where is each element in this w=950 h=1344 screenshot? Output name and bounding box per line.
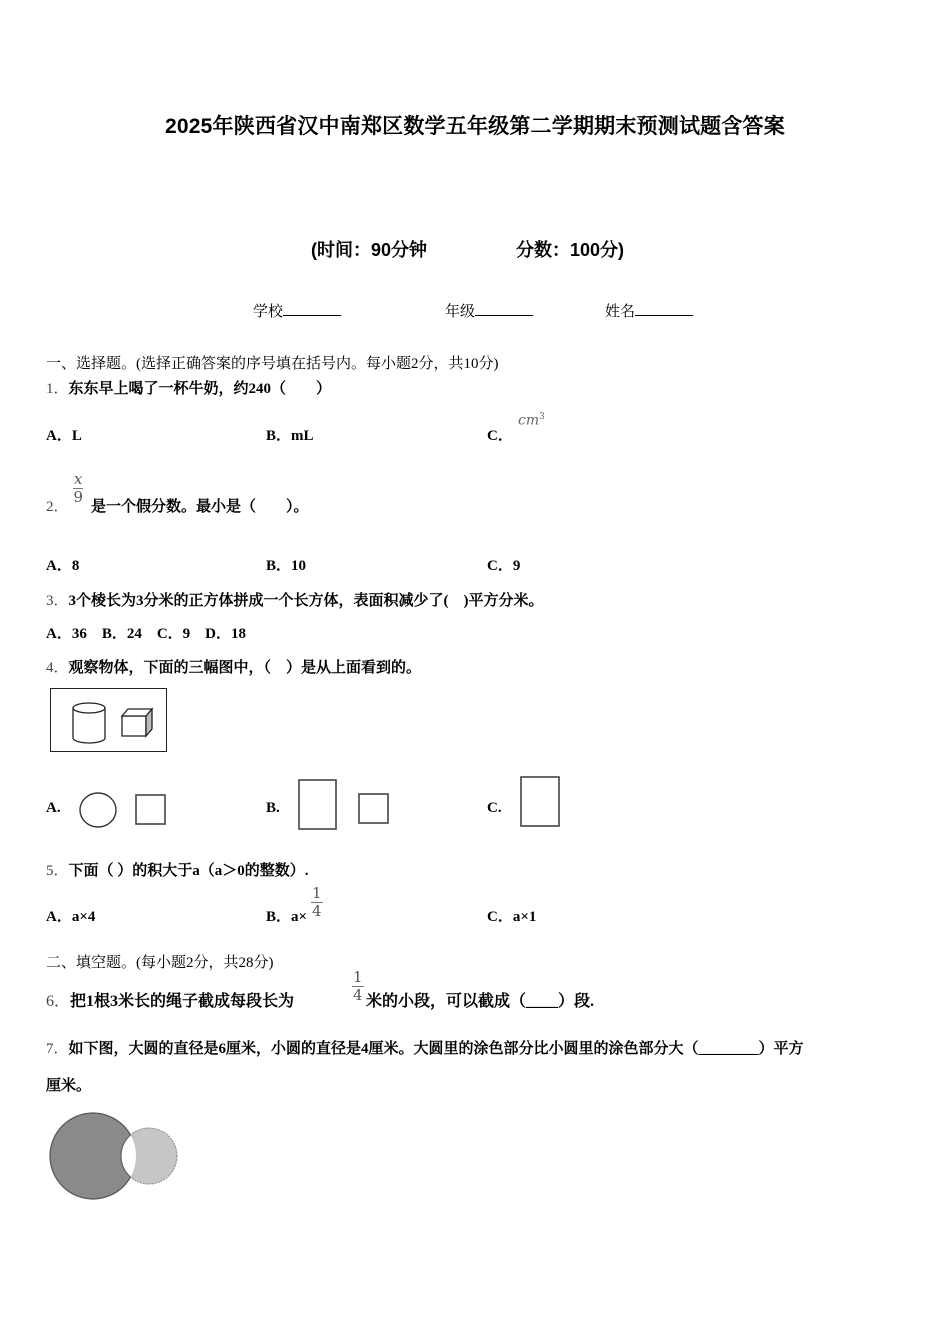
option-value: L [71, 428, 82, 444]
question-text: 如下图，大圆的直径是6厘米，小圆的直径是4厘米。大圆里的涂色部分比小圆里的涂色部分大（________）平方 [68, 1041, 804, 1057]
denominator: 9 [73, 488, 83, 506]
section-heading-choice: 一、选择题。(选择正确答案的序号填在括号内。每小题2分，共10分) [46, 356, 499, 372]
q4-option-c-shapes [520, 775, 565, 830]
denominator: 4 [312, 902, 322, 920]
option-value: 10 [291, 558, 307, 574]
q4-option-a-label[interactable]: A. [46, 800, 61, 816]
option-value: mL [291, 428, 314, 444]
option-label: C． [487, 909, 513, 925]
school-field [253, 300, 341, 321]
question-text: 东东早上喝了一杯牛奶，约240（ ） [68, 381, 332, 397]
q1-option-b[interactable] [266, 424, 314, 445]
option-label: B． [266, 558, 292, 574]
question-6-start [46, 988, 294, 1011]
q5-option-c[interactable] [487, 905, 536, 926]
question-text: 把1根3米长的绳子截成每段长为 [70, 993, 295, 1010]
option-value: a×4 [71, 909, 96, 925]
option-label: C． [487, 428, 513, 444]
question-number: 1． [46, 381, 69, 397]
cubic-cm-unit [518, 412, 545, 429]
grade-field [445, 300, 533, 321]
q1-option-c[interactable] [487, 424, 513, 445]
numerator: 1 [353, 968, 363, 986]
q3-options[interactable]: A．36 B．24 C．9 D．18 [46, 626, 247, 642]
option-label: C． [487, 558, 513, 574]
page-title: 2025年陕西省汉中南郑区数学五年级第二学期期末预测试题含答案 [165, 115, 785, 138]
tall-rectangle-shape [521, 777, 559, 826]
fraction-x-over-9 [73, 472, 83, 505]
question-1 [46, 377, 331, 398]
unit-exponent: 3 [539, 412, 545, 422]
numerator: 1 [312, 884, 322, 902]
option-label: B． [266, 428, 292, 444]
question-text: 下面（ ）的积大于a（a＞0的整数）. [68, 863, 309, 879]
q5-option-b[interactable] [266, 905, 307, 926]
fraction-one-quarter [352, 970, 364, 1003]
option-value: a× [291, 909, 308, 925]
question-number: 5． [46, 863, 69, 879]
option-value: 8 [71, 558, 80, 574]
name-label: 姓名 [605, 303, 636, 320]
cylinder-icon [73, 703, 105, 743]
question-2-text: 是一个假分数。最小是（ ）。 [91, 499, 309, 515]
exam-time: (时间：90分钟 [311, 240, 428, 260]
option-label: A． [46, 428, 72, 444]
question-number: 4． [46, 660, 69, 676]
grade-label: 年级 [445, 303, 476, 320]
question-7-continued: 厘米。 [46, 1078, 92, 1094]
q1-option-a[interactable] [46, 424, 82, 445]
q5-option-a[interactable] [46, 905, 95, 926]
fraction-one-quarter [311, 886, 323, 919]
question-6-end: 米的小段，可以截成（____）段. [366, 993, 595, 1010]
cylinder-and-cube-illustration [50, 688, 167, 752]
q4-option-b-label[interactable]: B. [266, 800, 280, 816]
question-5 [46, 859, 309, 880]
numerator: x [74, 470, 83, 488]
question-number: 2． [46, 499, 69, 515]
square-shape [359, 794, 388, 823]
question-2-number [46, 495, 69, 516]
question-text: 3个棱长为3分米的正方体拼成一个长方体，表面积减少了( )平方分米。 [68, 593, 544, 609]
option-label: A． [46, 558, 72, 574]
q2-option-c[interactable] [487, 554, 520, 575]
school-label: 学校 [253, 303, 284, 320]
question-number: 6． [46, 993, 71, 1010]
question-7 [46, 1037, 804, 1058]
q4-option-a-shapes [78, 792, 168, 828]
square-shape [136, 795, 165, 824]
circle-shape [80, 793, 116, 827]
grade-blank[interactable] [475, 301, 533, 316]
option-value: 9 [512, 558, 521, 574]
exam-score: 分数：100分) [516, 240, 625, 260]
school-blank[interactable] [283, 301, 341, 316]
q2-option-a[interactable] [46, 554, 79, 575]
option-label: B． [266, 909, 292, 925]
name-field [605, 300, 693, 321]
question-3 [46, 589, 544, 610]
question-number: 3． [46, 593, 69, 609]
name-blank[interactable] [635, 301, 693, 316]
section-heading-fill-in: 二、填空题。(每小题2分，共28分) [46, 955, 274, 971]
question-number: 7． [46, 1041, 69, 1057]
q4-option-c-label[interactable]: C. [487, 800, 502, 816]
q4-option-b-shapes [298, 778, 393, 832]
question-4 [46, 656, 421, 677]
option-label: A． [46, 909, 72, 925]
cube-icon [122, 709, 152, 736]
tall-rectangle-shape [299, 780, 336, 829]
q2-option-b[interactable] [266, 554, 306, 575]
denominator: 4 [353, 986, 363, 1004]
question-text: 观察物体，下面的三幅图中，（ ）是从上面看到的。 [68, 660, 422, 676]
unit-base: cm [518, 412, 540, 429]
overlapping-circles-figure [50, 1110, 185, 1205]
option-value: a×1 [512, 909, 537, 925]
